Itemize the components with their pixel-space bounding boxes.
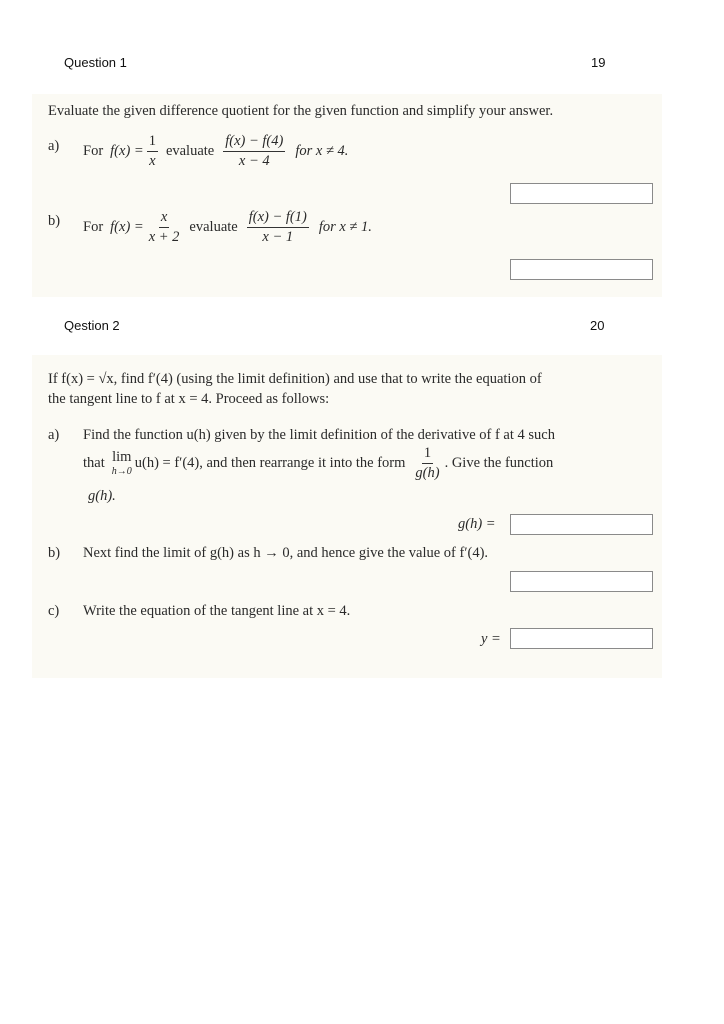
- q1b-answer-input[interactable]: [510, 259, 653, 280]
- q2a-line-1: Find the function u(h) given by the limit definition of the derivative of f at 4 such: [83, 427, 555, 443]
- q1b-for: For: [83, 219, 104, 236]
- q2b-text: Next find the limit of g(h) as h → 0, and hence give the value of f′(4).: [83, 545, 489, 561]
- q2c-label: c): [48, 603, 60, 619]
- q1a-dq-numerator: f(x) − f(4): [223, 134, 285, 152]
- q1a-func-numerator: 1: [147, 134, 158, 152]
- q2c-answer-input[interactable]: [510, 628, 653, 649]
- q1a-condition: for x ≠ 4.: [295, 143, 349, 160]
- q2c-answer-label: y =: [481, 631, 501, 647]
- q1b-func-numerator: x: [159, 210, 169, 228]
- q2a-form-denominator: g(h): [415, 465, 440, 482]
- q1b-dq-denominator: x − 1: [262, 229, 294, 246]
- q1a-func-fraction: [147, 134, 158, 169]
- q1b-expression: [83, 210, 372, 245]
- q1b-func-denominator: x + 2: [148, 229, 180, 246]
- q1a-func-denominator: x: [149, 153, 156, 170]
- question-2-number: 20: [590, 318, 605, 333]
- q1b-dq-numerator: f(x) − f(1): [247, 210, 309, 228]
- q1b-func-lhs: f(x) =: [110, 219, 144, 236]
- q1b-evaluate: evaluate: [189, 219, 238, 236]
- q2b-answer-input[interactable]: [510, 571, 653, 592]
- q2-intro-line-1: If f(x) = √x, find f′(4) (using the limit definition) and use that to write the equation of: [48, 371, 542, 387]
- q2a-form-numerator: 1: [422, 446, 433, 464]
- q1a-evaluate: evaluate: [165, 143, 215, 160]
- q1b-label: b): [48, 213, 61, 229]
- q2c-text: Write the equation of the tangent line at x = 4.: [83, 603, 351, 619]
- q2a-limit: [112, 450, 132, 477]
- q2-intro-line-2: the tangent line to f at x = 4. Proceed as follows:: [48, 391, 330, 407]
- q1a-func-lhs: f(x) =: [110, 143, 144, 160]
- question-1-heading: Question 1: [64, 55, 127, 70]
- q2a-answer-label: g(h) =: [458, 516, 496, 532]
- q1b-difference-quotient: [247, 210, 309, 245]
- q2a-label: a): [48, 427, 60, 443]
- q1a-expression: [83, 134, 348, 169]
- q2a-lim-subscript: h→0: [111, 465, 132, 477]
- q2a-line-3: g(h).: [88, 488, 116, 504]
- question-1-number: 19: [591, 55, 606, 70]
- q1b-func-fraction: [147, 210, 182, 245]
- q1b-condition: for x ≠ 1.: [318, 219, 372, 236]
- q2a-answer-input[interactable]: [510, 514, 653, 535]
- q2a-that: that: [83, 455, 105, 472]
- q1a-for: For: [83, 143, 104, 160]
- q1a-answer-input[interactable]: [510, 183, 653, 204]
- q1-instruction: Evaluate the given difference quotient for the given function and simplify your answer.: [48, 103, 554, 119]
- q2b-label: b): [48, 545, 61, 561]
- q2a-after-form: . Give the function: [444, 455, 554, 472]
- q2a-after-lim: u(h) = f′(4), and then rearrange it into the form: [134, 455, 406, 472]
- question-2-heading: Qestion 2: [64, 318, 120, 333]
- q2a-line-2: [83, 446, 553, 481]
- q1a-label: a): [48, 138, 60, 154]
- q2a-form-fraction: [413, 446, 441, 481]
- q2a-lim-word: lim: [112, 449, 132, 466]
- q1a-dq-denominator: x − 4: [238, 153, 270, 170]
- q1a-difference-quotient: [223, 134, 285, 169]
